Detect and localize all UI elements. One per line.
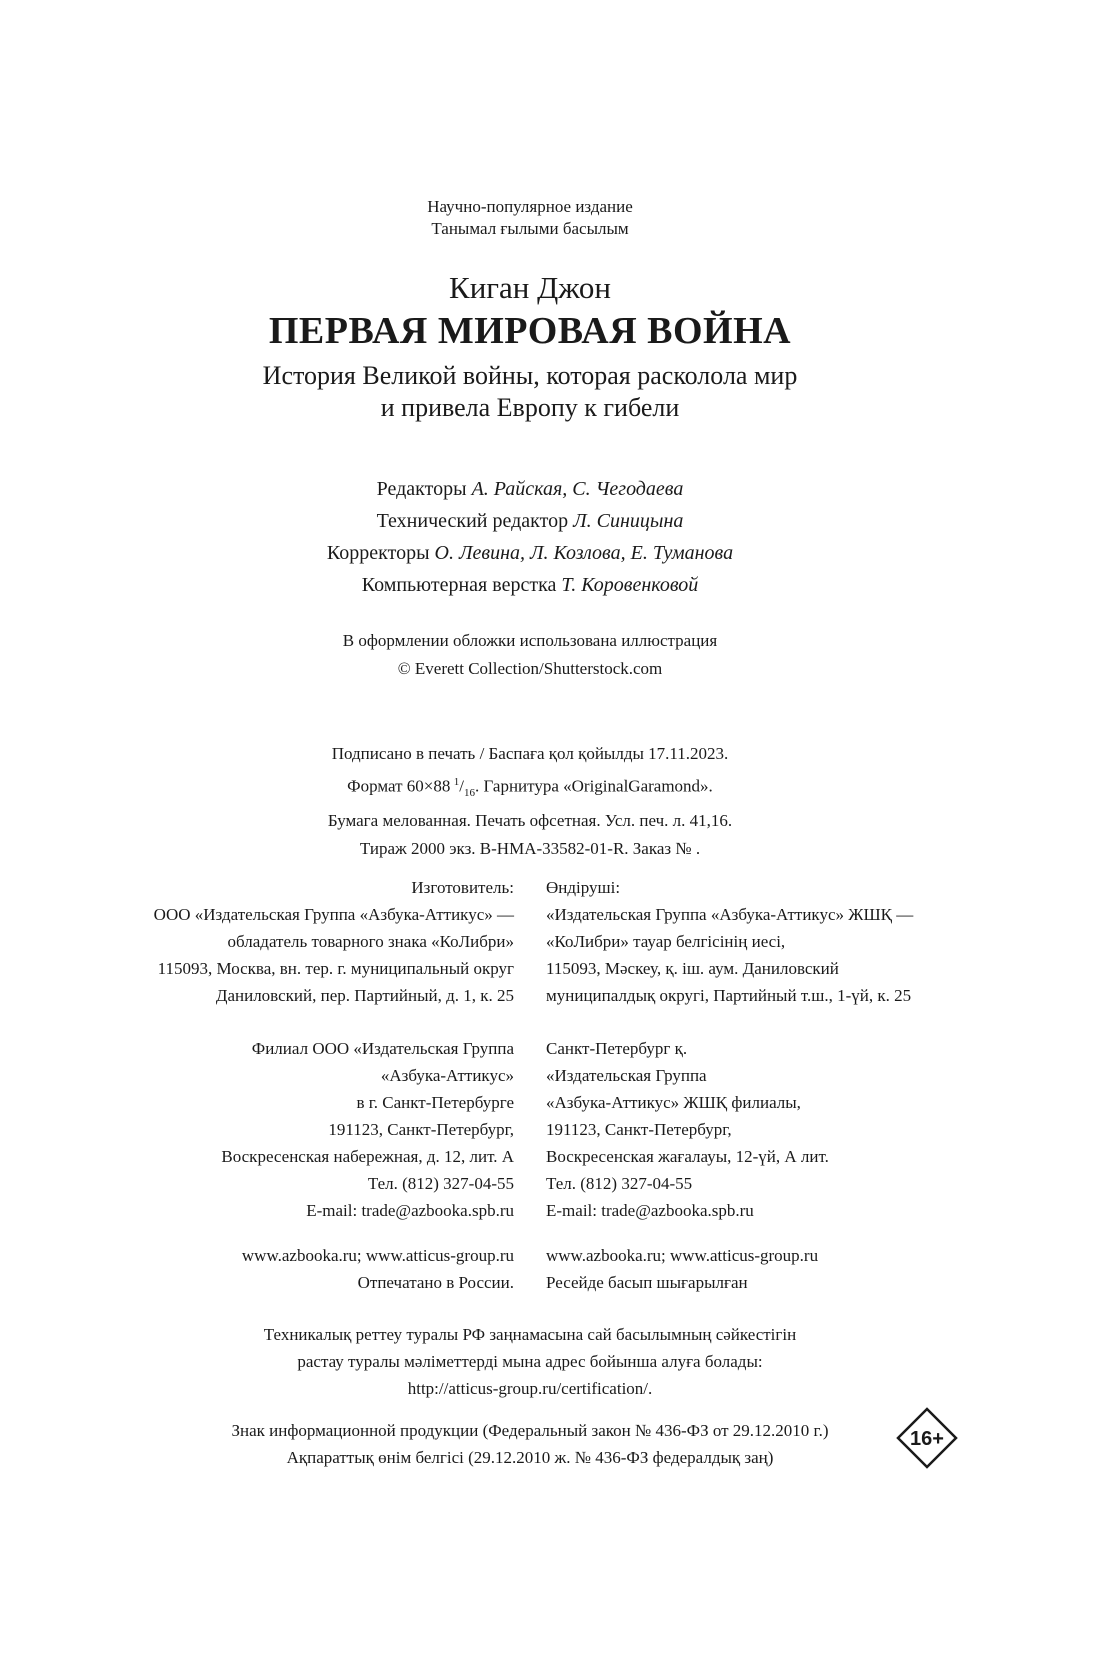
subtitle-line-1: История Великой войны, которая расколола мир [262,361,798,390]
author-name: Киган Джон [449,270,611,305]
staff-editors: Редакторы А. Райская, С. Чегодаева [376,478,684,500]
cover-credit-line-1: В оформлении обложки использована иллюстрация [342,631,718,650]
paper-line: Бумага мелованная. Печать офсетная. Усл. печ. л. 41,16. [327,811,733,831]
websites-ru: www.azbooka.ru; www.atticus-group.ru Отпечатано в России. [241,1246,514,1292]
book-title: ПЕРВАЯ МИРОВАЯ ВОЙНА [268,310,792,352]
branch-kz: Санкт-Петербург қ. «Издательская Группа «Азбука-Аттикус» ЖШҚ филиалы, 191123, Санкт-Петербург, Воскресенская жағалауы, 12-үй, А лит. Тел. (812) 327-04-55 E-mail: trade@azbooka.spb.ru [546,1039,829,1220]
age-rating-text: 16+ [910,1428,944,1450]
print-run: Тираж 2000 экз. В-НМА-33582-01-R. Заказ № . [359,839,701,859]
staff-proofreaders: Корректоры О. Левина, Л. Козлова, Е. Туманова [326,542,734,564]
signed-date: Подписано в печать / Баспаға қол қойылды 17.11.2023. [331,744,729,763]
certification-link: http://atticus-group.ru/certification/. [407,1379,653,1398]
branch-ru: Филиал ООО «Издательская Группа «Азбука-Аттикус» в г. Санкт-Петербурге 191123, Санкт-Петербург, Воскресенская набережная, д. 12, лит. А Тел. (812) 327-04-55 E-mail: trade@azbooka.spb.ru [221,1039,514,1220]
subtitle-line-2: и привела Европу к гибели [380,393,680,422]
websites-kz: www.azbooka.ru; www.atticus-group.ru Ресейде басып шығарылған [546,1246,819,1292]
book-subtitle [0,360,1060,424]
info-product-sign: Знак информационной продукции (Федеральный закон № 436-ФЗ от 29.12.2010 г.) Ақпараттық өнім белгісі (29.12.2010 ж. № 436-ФЗ федералдық заң) [231,1421,829,1467]
series-label [0,196,1060,240]
manufacturer-kz: Өндіруші: «Издательская Группа «Азбука-Аттикус» ЖШҚ — «КоЛибри» тауар белгісінің иесі, 115093, Мәскеу, қ. іш. аум. Даниловский муниципалдық округі, Партийный т.ш., 1-үй, к. 25 [546,878,914,1005]
staff-tech-editor: Технический редактор Л. Синицына [376,510,684,532]
series-kz: Танымал ғылыми басылым [431,219,629,238]
age-rating-badge [895,1406,959,1470]
cover-credit-line-2: © Everett Collection/Shutterstock.com [397,659,663,678]
series-ru: Научно-популярное издание [427,197,633,216]
format-line: Формат 60×88 $^1/_{16}$. Гарнитура «OriginalGaramond». [347,776,713,800]
cover-credit [0,627,1060,683]
certification-note: Техникалық реттеу туралы РФ заңнамасына сай басылымның сәйкестігін растау туралы мәліметтерді мына адрес бойынша алуға болады: http://atticus-group.ru/certification/. [0,1321,1060,1402]
staff-layout: Компьютерная верстка Т. Коровенковой [361,574,699,596]
manufacturer-ru: Изготовитель: ООО «Издательская Группа «Азбука-Аттикус» — обладатель товарного знака «КоЛибри» 115093, Москва, вн. тер. г. муниципальный округ Даниловский, пер. Партийный, д. 1, к. 25 [153,878,514,1005]
editorial-staff [0,473,1060,601]
print-details [0,740,1060,863]
